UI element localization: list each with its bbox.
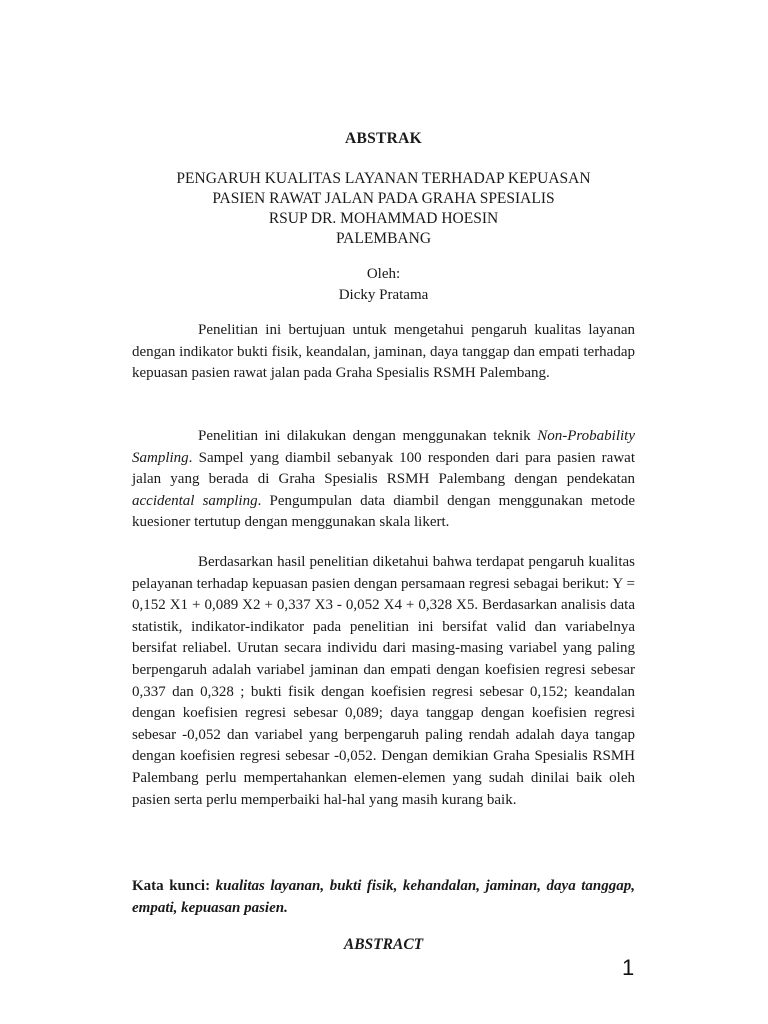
abstract-paragraph-purpose: Penelitian ini bertujuan untuk mengetahui pengaruh kualitas layanan dengan indikator bukti fisik, keandalan, jaminan, daya tanggap dan empati terhadap kepuasan pasien rawat jalan pada Graha Spesialis RSMH Palembang. — [132, 322, 635, 382]
method-italic-term: accidental sampling — [132, 492, 258, 509]
method-text: . Sampel yang diambil sebanyak 100 responden dari para pasien rawat jalan yang berada di Graha Spesialis RSMH Palembang dengan pendekatan — [132, 449, 635, 488]
abstract-paragraph-results: Berdasarkan hasil penelitian diketahui bahwa terdapat pengaruh kualitas pelayanan terhadap kepuasan pasien dengan persamaan regresi sebagai berikut: Y = 0,152 X1 + 0,089 X2 + 0,337 X3 - 0,052 X4 + 0,328 X5. Berdasarkan analisis data statistik, indikator-indikator pada penelitian ini bersifat valid dan variabelnya bersifat reliabel. Urutan secara individu dari masing-masing variabel yang paling berpengaruh adalah variabel jaminan dan empati dengan koefisien regresi sebesar 0,337 dan 0,328 ; bukti fisik dengan koefisien regresi sebesar 0,152; keandalan dengan koefisien regresi sebesar 0,089; daya tanggap dengan koefisien regresi sebesar -0,052 dan variabel yang berpengaruh paling rendah adalah daya tangap dengan koefisien regresi sebesar -0,052. Dengan demikian Graha Spesialis RSMH Palembang perlu mempertahankan elemen-elemen yang sudah dinilai baik oleh pasien serta perlu memperbaiki hal-hal yang masih kurang baik. — [132, 554, 635, 808]
keywords-label: Kata kunci: — [132, 878, 211, 894]
keywords-text: kualitas layanan, bukti fisik, kehandalan, jaminan, daya tanggap, empati, kepuasan pasien. — [132, 878, 636, 916]
title-line: PASIEN RAWAT JALAN PADA GRAHA SPESIALIS — [212, 190, 555, 207]
abstrak-heading: ABSTRAK — [344, 130, 423, 147]
title-line: PALEMBANG — [335, 230, 432, 247]
thesis-title — [132, 169, 635, 249]
author-by-label: Oleh: — [366, 266, 401, 282]
abstract-heading: ABSTRACT — [343, 936, 424, 953]
title-line: RSUP DR. MOHAMMAD HOESIN — [268, 210, 499, 227]
author-name: Dicky Pratama — [338, 287, 429, 303]
page-number: 1 — [622, 955, 635, 980]
method-text: Penelitian ini dilakukan dengan menggunakan teknik — [198, 428, 538, 444]
keywords — [132, 875, 635, 919]
title-line: PENGARUH KUALITAS LAYANAN TERHADAP KEPUASAN — [176, 170, 591, 187]
method-italic-term: Non-Probability Sampling — [132, 428, 635, 466]
author-block — [132, 264, 635, 306]
abstract-paragraph-method — [132, 426, 635, 534]
method-text: . Pengumpulan data diambil dengan menggunakan metode kuesioner tertutup dengan menggunakan skala likert. — [132, 492, 635, 531]
